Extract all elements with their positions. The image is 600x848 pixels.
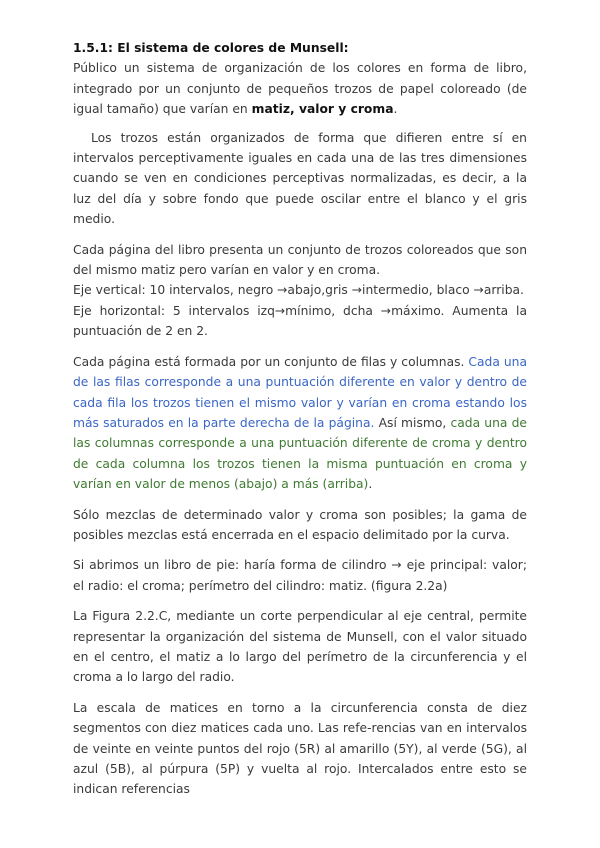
rows-columns-end: . xyxy=(368,477,373,492)
columns-description-green: cada una de las columnas corresponde a una puntuación diferente de croma y dentro de cada columna los trozos tienen la misma puntuación en croma y varían en valor de menos (abajo) a más (arriba) xyxy=(73,415,527,492)
intro-end: . xyxy=(393,102,398,117)
paragraph-mixtures: Sólo mezclas de determinado valor y croma son posibles; la gama de posibles mezclas está encerrada en el espacio delimitado por la curva. xyxy=(73,507,527,542)
intro-bold-terms: matiz, valor y croma xyxy=(251,102,394,117)
paragraph-figure: La Figura 2.2.C, mediante un corte perpendicular al eje central, permite representar la organización del sistema de Munsell, con el valor situado en el centro, el matiz a lo largo del perímetro de la circunferencia y el croma a lo largo del radio. xyxy=(73,609,527,685)
paragraph-rows-columns xyxy=(73,352,527,495)
page-description: Cada página del libro presenta un conjunto de trozos coloreados que son del mismo matiz pero varían en valor y en croma. xyxy=(73,242,527,278)
paragraph-hue-scale: La escala de matices en torno a la circunferencia consta de diez segmentos con diez matices cada uno. Las refe-rencias van en intervalos de veinte en veinte puntos del rojo (5R) al amarillo (5Y), al verde (5G), al azul (5B), al púrpura (5P) y vuelta al rojo. Intercalados entre esto se indican referencias xyxy=(73,700,527,797)
rows-columns-middle: Así mismo, xyxy=(374,415,451,430)
vertical-axis-text: Eje vertical: 10 intervalos, negro →abajo,gris →intermedio, blaco →arriba. xyxy=(73,283,524,298)
paragraph-intro xyxy=(73,58,527,119)
horizontal-axis-text: Eje horizontal: 5 intervalos izq→mínimo, dcha →máximo. Aumenta la puntuación de 2 en 2. xyxy=(73,303,527,339)
organization-text: Los trozos están organizados de forma que difieren entre sí en intervalos perceptivamente iguales en cada una de las tres dimensiones cuando se ven en condiciones perceptivas normalizadas, es decir, a la luz del día y sobre fondo que puede oscilar entre el blanco y el gris medio. xyxy=(73,130,527,227)
paragraph-organization xyxy=(73,128,527,230)
paragraph-cylinder: Si abrimos un libro de pie: haría forma de cilindro → eje principal: valor; el radio: el croma; perímetro del cilindro: matiz. (figura 2.2a) xyxy=(73,558,527,593)
section-heading: 1.5.1: El sistema de colores de Munsell: xyxy=(73,41,349,55)
paragraph-page-axes xyxy=(73,240,527,342)
rows-description-blue: Cada una de las filas corresponde a una puntuación diferente en valor y dentro de cada fila los trozos tienen el mismo valor y varían en croma estando los más saturados en la parte derecha de la página. xyxy=(73,354,527,430)
intro-text: Público un sistema de organización de los colores en forma de libro, integrado por un conjunto de pequeños trozos de papel coloreado (de igual tamaño) que varían en xyxy=(73,61,527,117)
rows-columns-intro: Cada página está formada por un conjunto de filas y columnas. xyxy=(73,354,469,369)
